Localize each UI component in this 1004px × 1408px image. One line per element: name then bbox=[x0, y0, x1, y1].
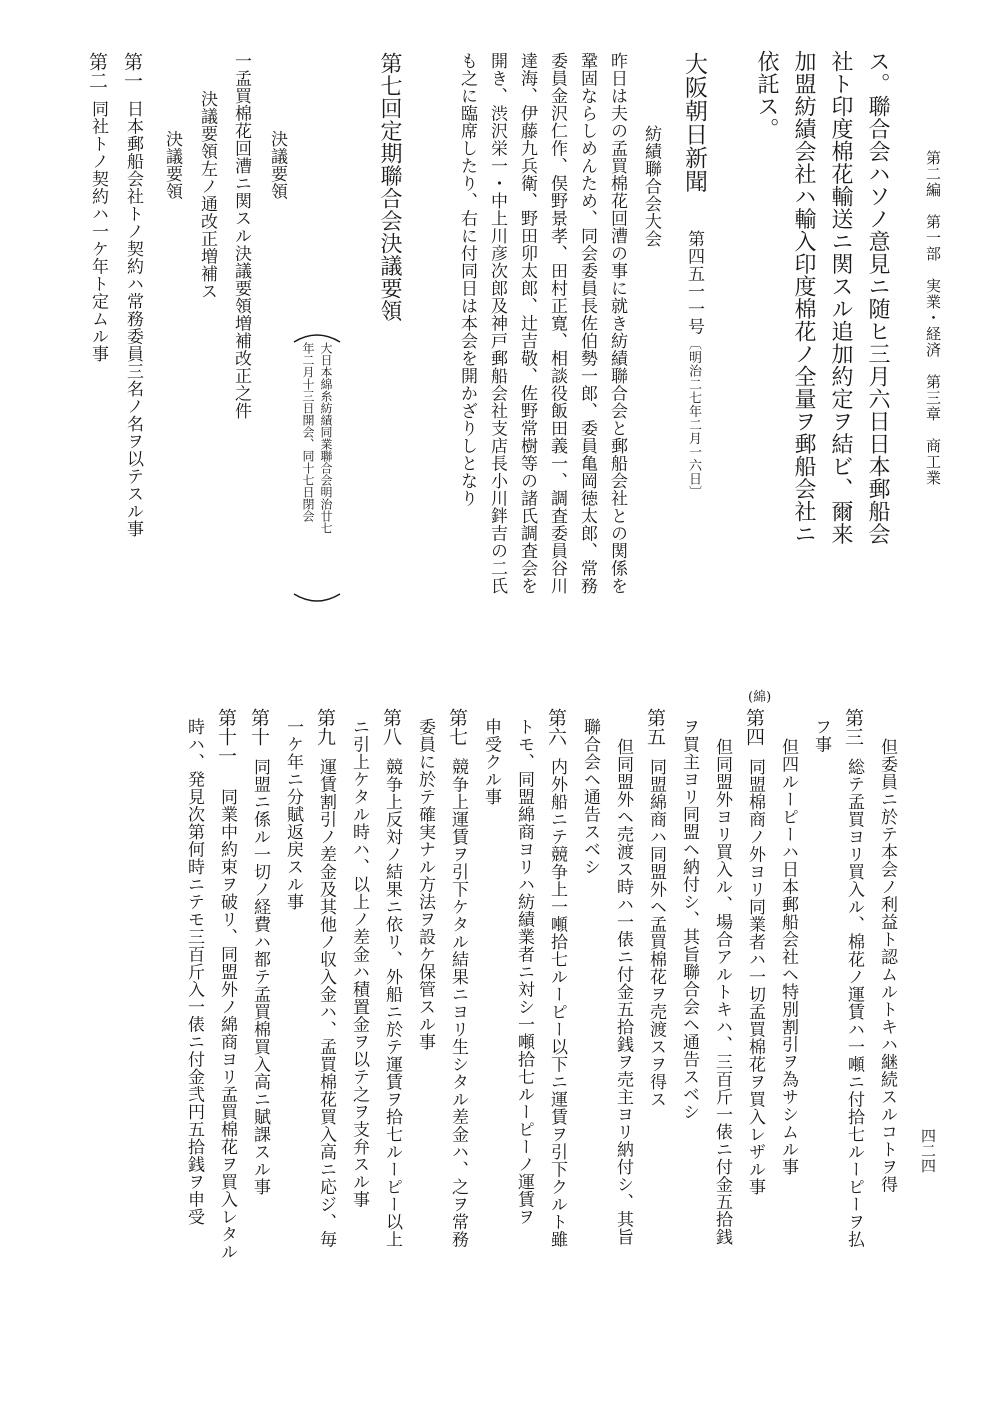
article-title: 紡績聯合会大会 bbox=[641, 125, 661, 248]
resolution-note-line-2: 年二月十三日開会、同十七日閉会 bbox=[301, 342, 315, 522]
ruby-annotation: (綿) bbox=[748, 690, 772, 705]
bottom-line: 同盟ニ係ル一切ノ経費ハ都テ孟買棉買入高ニ賦課スル事 bbox=[250, 758, 270, 1196]
bottom-line: トモ、同盟綿商ヨリハ紡績業者ニ対シ一噸拾七ルーピーノ運賃ヲ bbox=[514, 718, 534, 1226]
page-number: 四二四 bbox=[919, 1128, 937, 1173]
resolution-heading-1: 決議要領 bbox=[267, 130, 287, 200]
running-head: 第二編 第一部 実業・経済 第三章 商工業 bbox=[924, 150, 942, 486]
article-line-3: 委員金沢仁作、俣野景孝、田村正寛、相談役飯田義一、調査委員谷川 bbox=[547, 52, 567, 595]
bottom-line: 時ハ、発見次第何時ニテモ三百斤入一俵ニ付金弐円五拾銭ヲ申受 bbox=[184, 718, 204, 1226]
bottom-line: フ事 bbox=[811, 718, 831, 753]
bottom-line: ニ引上ケタル時ハ、以上ノ差金ハ積置金ヲ以テ之ヲ支弁スル事 bbox=[349, 718, 369, 1208]
bottom-item-number: 第六 bbox=[545, 708, 567, 746]
bottom-item-number: 第三 bbox=[842, 708, 864, 746]
bottom-item-number: 第七 bbox=[446, 708, 468, 746]
item-1-number: 第一 bbox=[121, 52, 143, 90]
bottom-line: 運賃割引ノ差金及其他ノ収入金ハ、孟買棉花買入高ニ応ジ、毎 bbox=[316, 758, 336, 1248]
bottom-line: ヲ買主ヨリ同盟ヘ納付シ、其旨聯合会ヘ通告スベシ bbox=[679, 718, 699, 1121]
bottom-line: 申受クル事 bbox=[481, 718, 501, 806]
bottom-item-number: 第四 bbox=[743, 708, 765, 746]
resolution-note-line-1: 大日本綿糸紡績同業聯合会明治廿七 bbox=[319, 342, 333, 534]
continuation-line-1: ス。聯合会ハソノ意見ニ随ヒ三月六日日本郵船会 bbox=[865, 50, 890, 545]
resolution-note bbox=[292, 330, 342, 610]
newspaper-issue-number: 第四五一一号 bbox=[684, 230, 704, 335]
bottom-line: 委員に於テ確実ナル方法ヲ設ケ保管スル事 bbox=[415, 718, 435, 1051]
bottom-line: 但同盟外ヨリ買入ル、場合アルトキハ、三百斤一俵ニ付金五拾銭 bbox=[712, 738, 732, 1246]
resolution-title: 第七回定期聯合会決議要領 bbox=[377, 52, 402, 322]
bottom-line: 但同盟外ヘ売渡ス時ハ一俵ニ付金五拾銭ヲ売主ヨリ納付シ、其旨 bbox=[613, 738, 633, 1246]
bottom-item-number: 第五 bbox=[644, 708, 666, 746]
resolution-amendment: 決議要領左ノ通改正増補ス bbox=[197, 90, 217, 300]
bottom-line: 総テ孟買ヨリ買入ル、棉花ノ運賃ハ一噸ニ付拾七ルーピーヲ払 bbox=[844, 758, 864, 1248]
article-line-2: 鞏固ならしめんため、同会委員長佐伯勢一郎、委員亀岡徳太郎、常務 bbox=[577, 52, 597, 595]
bottom-line: 一ケ年ニ分賦返戻スル事 bbox=[283, 718, 303, 911]
bottom-line: 競争上反対ノ結果ニ依リ、外船ニ於テ運賃ヲ拾七ルーピー以上 bbox=[382, 758, 402, 1248]
continuation-line-2: 社ト印度棉花輸送ニ関スル追加約定ヲ結ビ、爾来 bbox=[828, 50, 853, 545]
bottom-line: 聯合会ヘ通告スベシ bbox=[580, 718, 600, 876]
bottom-line: 但委員ニ於テ本会ノ利益ト認ムルトキハ継続スルコトヲ得 bbox=[877, 738, 897, 1193]
bottom-line: 競争上運賃ヲ引下ケタル結果ニヨリ生シタル差金ハ、之ヲ常務 bbox=[448, 758, 468, 1248]
bottom-line: 但四ルーピーハ日本郵船会社ヘ特別割引ヲ為サシムル事 bbox=[778, 738, 798, 1176]
resolution-item-1: 一孟買棉花回漕ニ関スル決議要領増補改正之件 bbox=[231, 52, 251, 420]
bottom-item-number: 第十一 bbox=[215, 708, 237, 765]
article-line-5: 開き、渋沢栄一・中上川彦次郎及神戸郵船会社支店長小川鉡吉の二氏 bbox=[487, 52, 507, 595]
item-2-number: 第二 bbox=[86, 52, 108, 90]
bottom-line: 同盟棉商ノ外ヨリ同業者ハ一切孟買棉花ヲ買入レザル事 bbox=[745, 758, 765, 1196]
bottom-item-number: 第八 bbox=[380, 708, 402, 746]
newspaper-date: 〔明治二七年二月一六日〕 bbox=[686, 337, 701, 499]
bottom-item-number: 第十 bbox=[248, 708, 270, 746]
article-line-1: 昨日は夫の孟買棉花回漕の事に就き紡績聯合会と郵船会社との関係を bbox=[607, 52, 627, 595]
article-line-4: 達海、伊藤九兵衛、野田卯太郎、辻吉敬、佐野常樹等の諸氏調査会を bbox=[517, 52, 537, 595]
item-2-text: 同社トノ契約ハ一ケ年ト定ムル事 bbox=[88, 100, 108, 363]
article-line-6: も之に臨席したり、右に付同日は本会を開かざりしとなり bbox=[457, 52, 477, 507]
note-bracket-bottom bbox=[292, 592, 342, 606]
bottom-line: 同業中約束ヲ破リ、同盟外ノ綿商ヨリ孟買棉花ヲ買入レタル bbox=[217, 788, 237, 1261]
bottom-item-number: 第九 bbox=[314, 708, 336, 746]
bottom-line: 内外船ニテ競争上一噸拾七ルーピー以下ニ運賃ヲ引下クルト雖 bbox=[547, 758, 567, 1248]
bottom-line: 同盟綿商ハ同盟外ヘ孟買棉花ヲ売渡スヲ得ス bbox=[646, 758, 666, 1108]
continuation-line-4: 依託ス。 bbox=[754, 50, 779, 140]
resolution-heading-2: 決議要領 bbox=[162, 130, 182, 200]
newspaper-title: 大阪朝日新聞 bbox=[681, 52, 707, 193]
item-1-text: 日本郵船会社トノ契約ハ常務委員三名ノ名ヲ以テスル事 bbox=[123, 100, 143, 538]
continuation-line-3: 加盟紡績会社ハ輸入印度棉花ノ全量ヲ郵船会社ニ bbox=[791, 50, 816, 545]
